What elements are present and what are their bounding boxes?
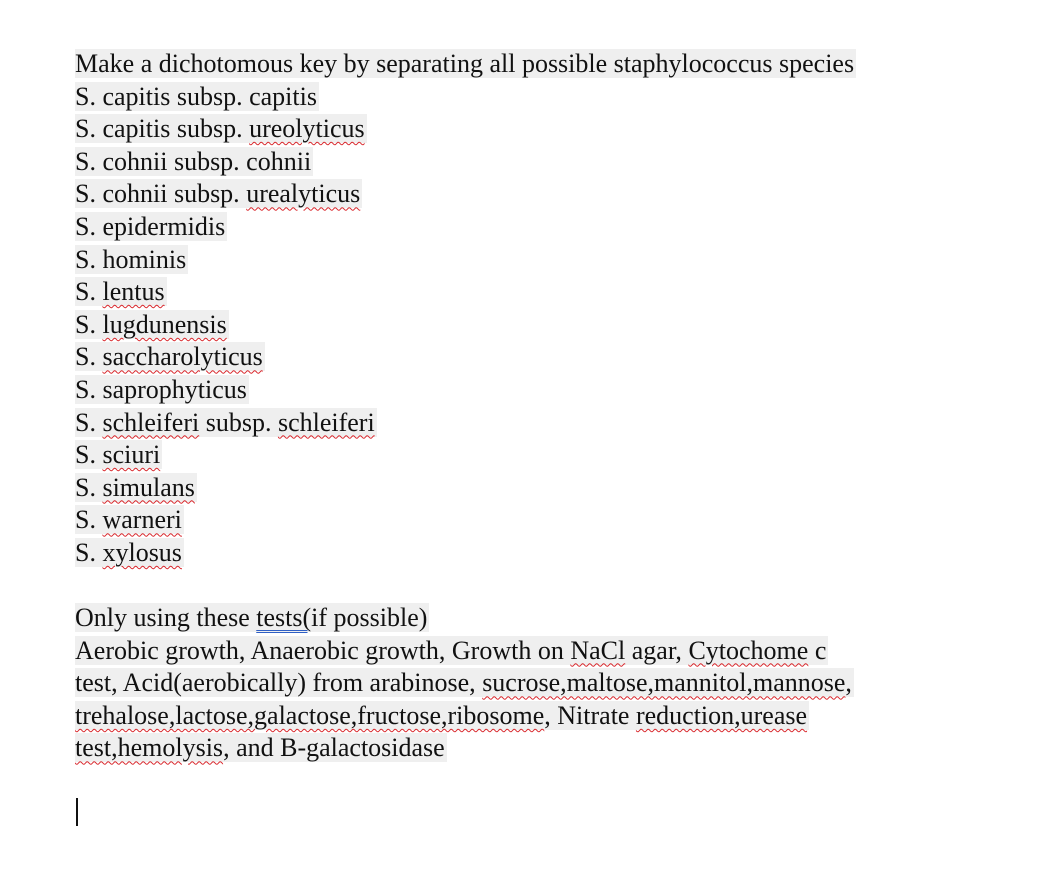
tests-line <box>75 635 1015 668</box>
tests-line <box>75 667 1015 700</box>
species-line <box>75 309 1015 342</box>
species-list <box>75 81 1015 570</box>
tests-line-text <box>75 733 447 762</box>
species-line-text <box>75 342 265 371</box>
text-run: S. capitis subsp. capitis <box>75 81 317 111</box>
species-line-text <box>75 440 162 469</box>
species-line <box>75 244 1015 277</box>
species-line <box>75 374 1015 407</box>
text-run: S. capitis subsp. <box>75 114 250 144</box>
species-line-text <box>75 147 313 176</box>
species-line <box>75 472 1015 505</box>
species-line <box>75 146 1015 179</box>
tests-paragraph <box>75 635 1015 765</box>
tests-heading-before: Only using these <box>75 603 257 633</box>
text-run: S. <box>75 440 103 470</box>
text-run: S. hominis <box>75 244 187 274</box>
species-line <box>75 537 1015 570</box>
tests-line <box>75 732 1015 765</box>
species-line-text <box>75 212 227 241</box>
species-line-text <box>75 538 184 567</box>
species-line-text <box>75 179 362 208</box>
text-run: S. <box>75 407 103 437</box>
spelling-flagged-word: warneri <box>102 505 182 535</box>
tests-line-text <box>75 668 854 697</box>
species-line-text <box>75 245 188 274</box>
spelling-flagged-word: schleiferi <box>102 407 200 437</box>
spelling-flagged-word: trehalose,lactose,galactose,fructose,ribosome <box>75 700 545 730</box>
spelling-flagged-word: schleiferi <box>277 407 375 437</box>
text-run: S. <box>75 537 103 567</box>
blank-line <box>75 570 1015 603</box>
text-run: S. <box>75 277 103 307</box>
tests-heading-line <box>75 602 1015 635</box>
species-line <box>75 81 1015 114</box>
tests-line-text <box>75 636 828 665</box>
species-line-text <box>75 408 377 437</box>
prompt-text: Make a dichotomous key by separating all possible staphylococcus species <box>75 49 855 78</box>
species-line <box>75 439 1015 472</box>
species-line <box>75 211 1015 244</box>
spelling-flagged-word: urealyticus <box>246 179 361 209</box>
text-run: S. epidermidis <box>75 211 226 241</box>
spelling-flagged-word: xylosus <box>102 537 182 567</box>
text-run: agar, <box>625 635 689 665</box>
text-run: S. <box>75 472 103 502</box>
species-line-text <box>75 505 184 534</box>
text-run: S. <box>75 342 103 372</box>
species-line-text <box>75 114 367 143</box>
species-line <box>75 407 1015 440</box>
text-run: c <box>808 635 827 665</box>
species-line-text <box>75 82 319 111</box>
text-run: subsp. <box>199 407 278 437</box>
prompt-line <box>75 48 1015 81</box>
species-line <box>75 276 1015 309</box>
spelling-flagged-word: test,hemolysis <box>75 733 224 763</box>
species-line <box>75 113 1015 146</box>
spelling-flagged-word: sucrose,maltose,mannitol,mannose <box>482 668 846 698</box>
text-run: , <box>845 668 852 698</box>
text-run: S. saprophyticus <box>75 374 247 404</box>
spelling-flagged-word: sciuri <box>102 440 161 470</box>
text-run: S. cohnii subsp. <box>75 179 247 209</box>
tests-heading-after: if possible) <box>311 603 428 633</box>
spelling-flagged-word: lugdunensis <box>102 309 227 339</box>
text-run: , Nitrate <box>544 700 636 730</box>
species-line <box>75 504 1015 537</box>
species-line-text <box>75 277 167 306</box>
spelling-flagged-word: NaCl <box>570 635 626 665</box>
tests-heading-underlined: tests( <box>256 603 312 633</box>
species-line-text <box>75 375 249 404</box>
spelling-flagged-word: Cytochome <box>688 635 809 665</box>
species-line-text <box>75 473 197 502</box>
text-run: S. <box>75 505 103 535</box>
spelling-flagged-word: simulans <box>102 472 195 502</box>
species-line <box>75 178 1015 211</box>
spelling-flagged-word: reduction,urease <box>635 700 808 730</box>
species-line <box>75 341 1015 374</box>
text-run: Aerobic growth, Anaerobic growth, Growth on <box>75 635 571 665</box>
document-body[interactable] <box>75 48 1015 765</box>
species-line-text <box>75 310 229 339</box>
text-run: S. cohnii subsp. cohnii <box>75 146 312 176</box>
tests-line <box>75 700 1015 733</box>
spelling-flagged-word: saccharolyticus <box>102 342 263 372</box>
text-run: S. <box>75 309 103 339</box>
spelling-flagged-word: lentus <box>102 277 165 307</box>
text-run: test, Acid(aerobically) from arabinose, <box>75 668 483 698</box>
tests-line-text <box>75 701 809 730</box>
text-run: , and B-galactosidase <box>223 733 445 763</box>
spelling-flagged-word: ureolyticus <box>249 114 365 144</box>
tests-heading <box>75 603 429 632</box>
text-cursor <box>76 798 78 826</box>
